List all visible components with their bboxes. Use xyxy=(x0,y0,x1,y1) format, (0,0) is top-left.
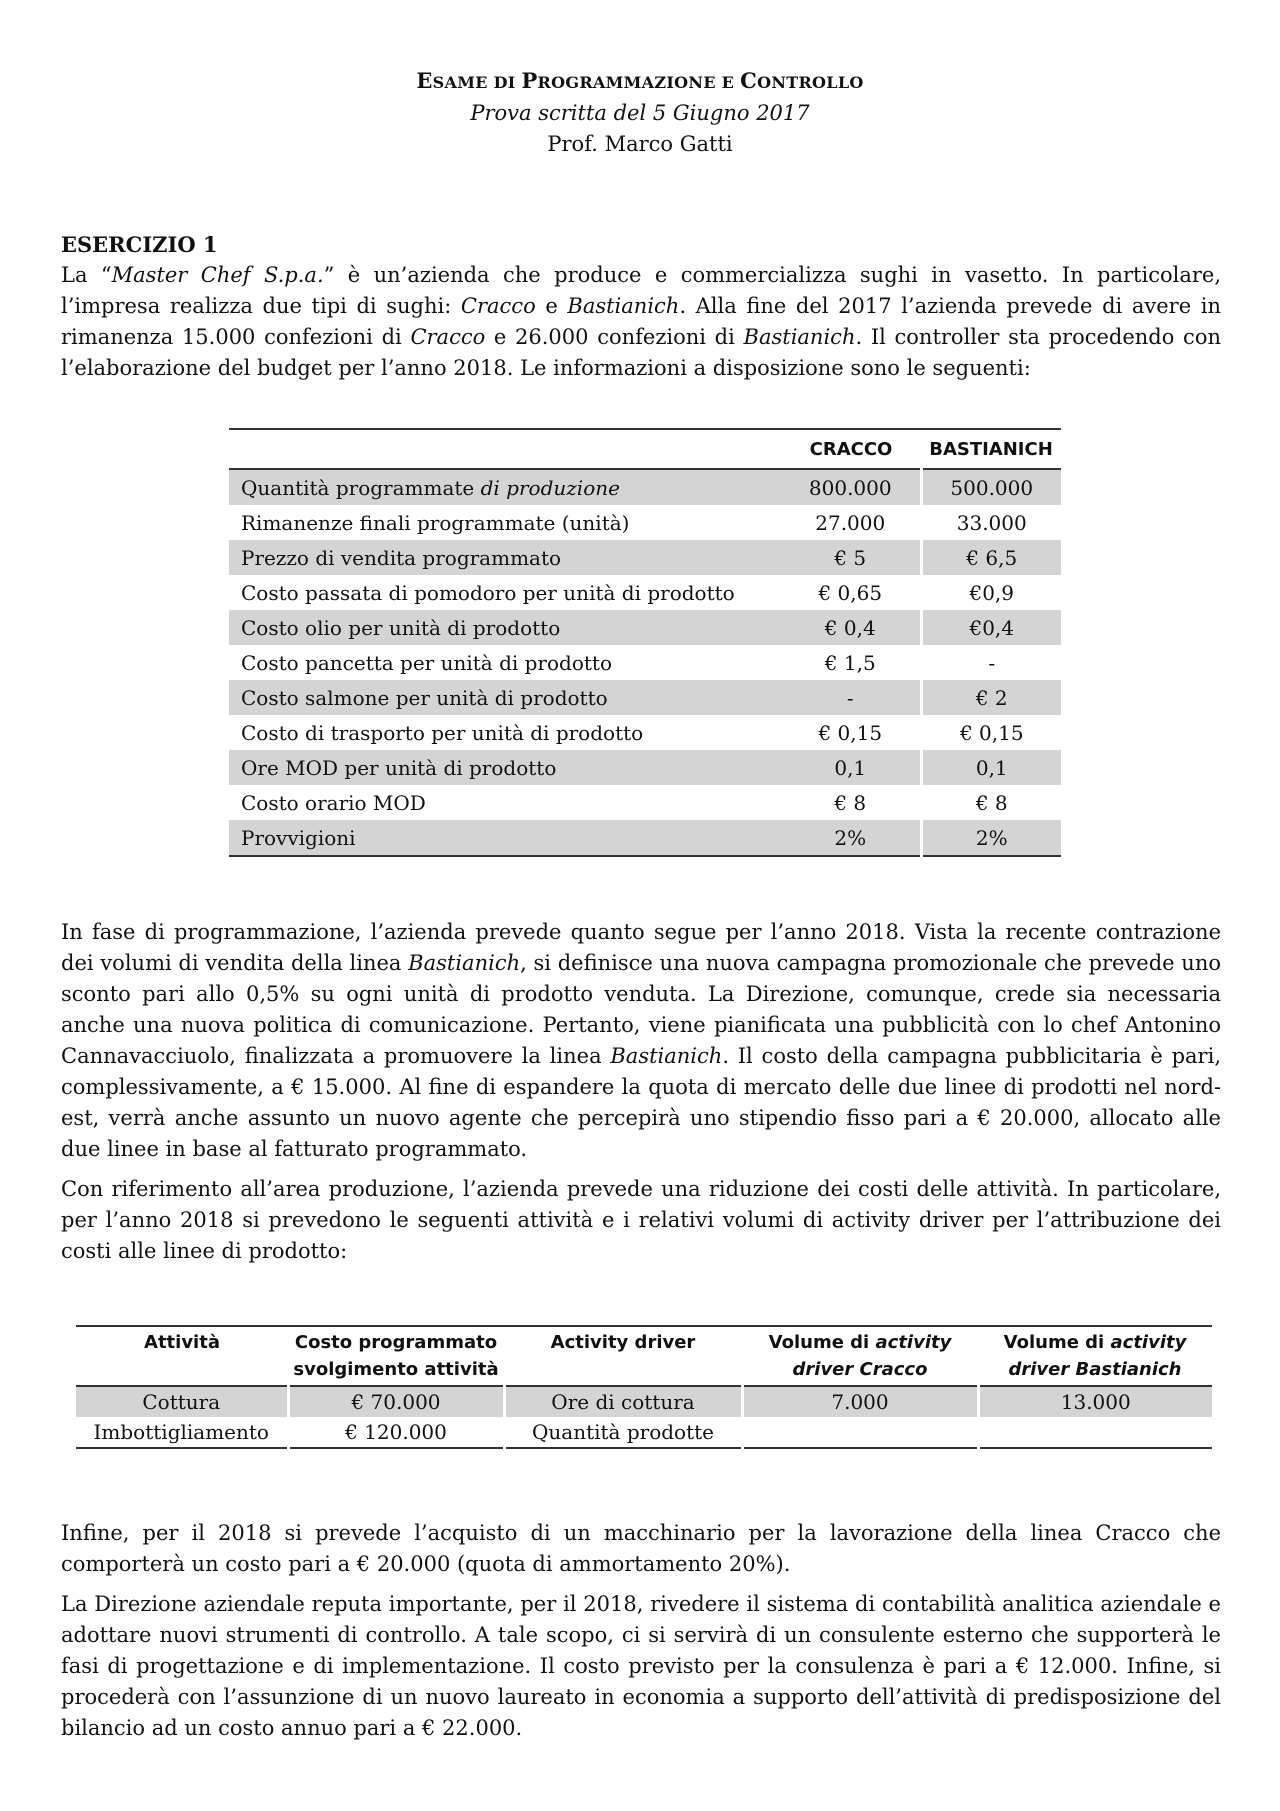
cell-cracco: 0,1 xyxy=(781,750,921,785)
planning-paragraph xyxy=(61,917,1221,1165)
header-line: svolgimento attività xyxy=(293,1359,499,1380)
row-label-text: Provvigioni xyxy=(241,825,356,850)
product-name: Bastianich xyxy=(610,1044,723,1068)
header-line: activity xyxy=(1110,1332,1187,1353)
cell-volume-cracco xyxy=(742,1417,978,1448)
row-label xyxy=(229,505,781,540)
row-label xyxy=(229,540,781,575)
cell-cracco: 27.000 xyxy=(815,510,886,535)
cell-bastianich: €0,4 xyxy=(921,610,1061,645)
table-row xyxy=(229,610,1061,645)
title-part: ONTROLLO xyxy=(757,73,864,92)
cell-cracco: € 5 xyxy=(781,540,921,575)
header-line: Volume di xyxy=(1003,1332,1111,1353)
cell-driver: Quantità prodotte xyxy=(504,1417,742,1448)
header-cost xyxy=(288,1326,504,1386)
text-run: ” è un’azienda che produce e commercializza sughi in vasetto. In particolare, l’impresa realizza due tipi di sughi: xyxy=(61,263,1221,318)
exam-date: Prova scritta del 5 Giugno 2017 xyxy=(470,101,810,125)
table-row xyxy=(76,1417,1212,1448)
row-label-text: Prezzo di vendita programmato xyxy=(241,545,562,570)
table-row xyxy=(229,505,1061,540)
text-run: . Alla fine del 2017 l’azienda prevede di avere in rimanenza 15.000 confezioni di xyxy=(61,294,1222,349)
header-driver: Activity driver xyxy=(550,1332,696,1353)
cell-cracco: € 8 xyxy=(834,790,867,815)
row-label xyxy=(229,680,781,715)
header-empty xyxy=(229,429,781,469)
cell-cracco: € 0,4 xyxy=(781,610,921,645)
page-header xyxy=(0,66,1280,160)
cell-driver: Ore di cottura xyxy=(504,1386,742,1417)
cell-bastianich: € 0,15 xyxy=(921,715,1061,750)
text-run: . Il controller sta procedendo con l’elaborazione del budget per l’anno 2018. Le informazioni a disposizione sono le seguenti: xyxy=(61,325,1221,380)
intro-paragraph xyxy=(61,260,1221,384)
table-row xyxy=(229,820,1061,856)
row-label xyxy=(229,645,781,680)
cell-bastianich: - xyxy=(921,645,1061,680)
exercise-title: ESERCIZIO 1 xyxy=(61,232,218,257)
row-label-text: Costo orario MOD xyxy=(241,790,426,815)
cell-volume-bastianich: 13.000 xyxy=(978,1386,1212,1417)
table-row xyxy=(229,785,1061,820)
row-label-text: Ore MOD per unità di prodotto xyxy=(241,755,557,780)
title-part: ROGRAMMAZIONE E xyxy=(537,73,741,92)
text-run: , si definisce una nuova campagna promozionale che prevede uno sconto pari allo 0,5% su ogni unità di prodotto venduta. La Direzione, comunque, crede sia necessaria anche una nuova politica di comunicazione. Pertanto, viene pianificata una pubblicità con lo chef Antonino Cannavacciuolo, finalizzata a promuovere la linea xyxy=(61,951,1221,1068)
header-line: Costo programmato xyxy=(294,1332,498,1353)
cell-cracco: 2% xyxy=(781,820,921,856)
cell-bastianich: 33.000 xyxy=(921,505,1061,540)
product-name: Cracco xyxy=(410,325,486,349)
cell-bastianich: €0,9 xyxy=(921,575,1061,610)
table-header-row xyxy=(76,1326,1212,1386)
cell-volume-bastianich xyxy=(978,1417,1212,1448)
row-label-text: Costo olio per unità di prodotto xyxy=(241,615,561,640)
product-name: Bastianich xyxy=(743,325,856,349)
product-name: Bastianich xyxy=(408,951,521,975)
company-name: Master Chef S.p.a. xyxy=(111,263,324,287)
row-label-italic: di produzione xyxy=(480,475,620,500)
title-initial-p: P xyxy=(521,68,538,93)
title-initial-e: E xyxy=(416,68,433,93)
cell-bastianich: € 2 xyxy=(921,680,1061,715)
row-label-text: Costo passata di pomodoro per unità di prodotto xyxy=(241,580,735,605)
activity-cost-table xyxy=(76,1325,1212,1449)
planning-section xyxy=(61,917,1221,1267)
cell-activity: Imbottigliamento xyxy=(93,1420,269,1444)
cell-bastianich: 0,1 xyxy=(921,750,1061,785)
table-row xyxy=(229,575,1061,610)
text-run: e 26.000 confezioni di xyxy=(485,325,744,349)
header-volume-bastianich xyxy=(978,1326,1212,1386)
row-label xyxy=(229,750,781,785)
cell-cracco: € 0,65 xyxy=(818,580,883,605)
text-run: . Il costo della campagna pubblicitaria è pari, complessivamente, a € 15.000. Al fine di espandere la quota di mercato delle due linee di prodotti nel nord-est, verrà anche assunto un nuovo agente che percepirà uno stipendio fisso pari a € 20.000, allocato alle due linee in base al fatturato programmato. xyxy=(61,1044,1221,1161)
production-paragraph: Con riferimento all’area produzione, l’azienda prevede una riduzione dei costi delle attività. In particolare, per l’anno 2018 si prevedono le seguenti attività e i relativi volumi di activity driver per l’attribuzione dei costi alle linee di prodotto: xyxy=(61,1177,1221,1263)
row-label xyxy=(229,469,781,505)
management-paragraph: La Direzione aziendale reputa importante, per il 2018, rivedere il sistema di contabilità analitica aziendale e adottare nuovi strumenti di controllo. A tale scopo, ci si servirà di un consulente esterno che supporterà le fasi di progettazione e di implementazione. Il costo previsto per la consulenza è pari a € 12.000. Infine, si procederà con l’assunzione di un nuovo laureato in economia a supporto dell’attività di predisposizione del bilancio ad un costo annuo pari a € 22.000. xyxy=(61,1592,1221,1740)
page-title xyxy=(0,66,1280,98)
text-run: e xyxy=(535,294,568,318)
row-label xyxy=(229,575,781,610)
cell-cracco: 800.000 xyxy=(781,469,921,505)
header-cracco: CRACCO xyxy=(809,438,893,460)
row-label-text: Costo di trasporto per unità di prodotto xyxy=(241,720,644,745)
table-row xyxy=(229,540,1061,575)
table-row xyxy=(76,1386,1212,1417)
row-label-text: Costo salmone per unità di prodotto xyxy=(241,685,608,710)
machinery-paragraph: Infine, per il 2018 si prevede l’acquisto di un macchinario per la lavorazione della linea Cracco che comporterà un costo pari a € 20.000 (quota di ammortamento 20%). xyxy=(61,1521,1221,1576)
header-bastianich: BASTIANICH xyxy=(929,438,1053,460)
cell-cost: € 70.000 xyxy=(288,1386,504,1417)
row-label-text: Rimanenze finali programmate (unità) xyxy=(241,510,630,535)
header-volume-cracco xyxy=(742,1326,978,1386)
header-line: Volume di xyxy=(768,1332,876,1353)
cell-bastianich: 2% xyxy=(921,820,1061,856)
header-line: activity xyxy=(875,1332,952,1353)
table-body xyxy=(229,469,1061,856)
cell-cracco: € 0,15 xyxy=(818,720,883,745)
row-label-text: Costo pancetta per unità di prodotto xyxy=(241,650,612,675)
text-run: In fase di programmazione, l’azienda prevede quanto segue per l’anno 2018. Vista la recente contrazione dei volumi di vendita della linea xyxy=(61,920,1221,975)
cell-activity: Cottura xyxy=(76,1386,288,1417)
cell-bastianich: 500.000 xyxy=(921,469,1061,505)
cell-volume-cracco: 7.000 xyxy=(742,1386,978,1417)
row-label-text: Quantità programmate xyxy=(241,475,481,500)
cell-bastianich: € 6,5 xyxy=(921,540,1061,575)
closing-section xyxy=(61,1518,1221,1744)
row-label xyxy=(229,610,781,645)
table-row xyxy=(229,750,1061,785)
table-row xyxy=(229,715,1061,750)
table-row xyxy=(229,680,1061,715)
text-run: La “ xyxy=(61,263,112,287)
table-header-row xyxy=(229,429,1061,469)
product-name: Bastianich xyxy=(567,294,680,318)
budget-data-table xyxy=(229,428,1061,857)
title-initial-c: C xyxy=(740,68,758,93)
professor-name: Prof. Marco Gatti xyxy=(547,132,733,156)
cell-bastianich: € 8 xyxy=(921,785,1061,820)
product-name: Cracco xyxy=(460,294,536,318)
cell-cost: € 120.000 xyxy=(288,1417,504,1448)
row-label xyxy=(229,820,781,856)
header-line: driver Cracco xyxy=(792,1359,928,1380)
table-row xyxy=(229,645,1061,680)
row-label xyxy=(229,785,781,820)
exercise-intro xyxy=(61,229,1221,384)
header-line: driver Bastianich xyxy=(1008,1359,1182,1380)
cell-cracco: - xyxy=(781,680,921,715)
header-activity: Attività xyxy=(144,1332,220,1353)
table-row xyxy=(229,469,1061,505)
cell-cracco: € 1,5 xyxy=(824,650,876,675)
row-label xyxy=(229,715,781,750)
title-part: SAME DI xyxy=(432,73,522,92)
table-body xyxy=(76,1386,1212,1448)
